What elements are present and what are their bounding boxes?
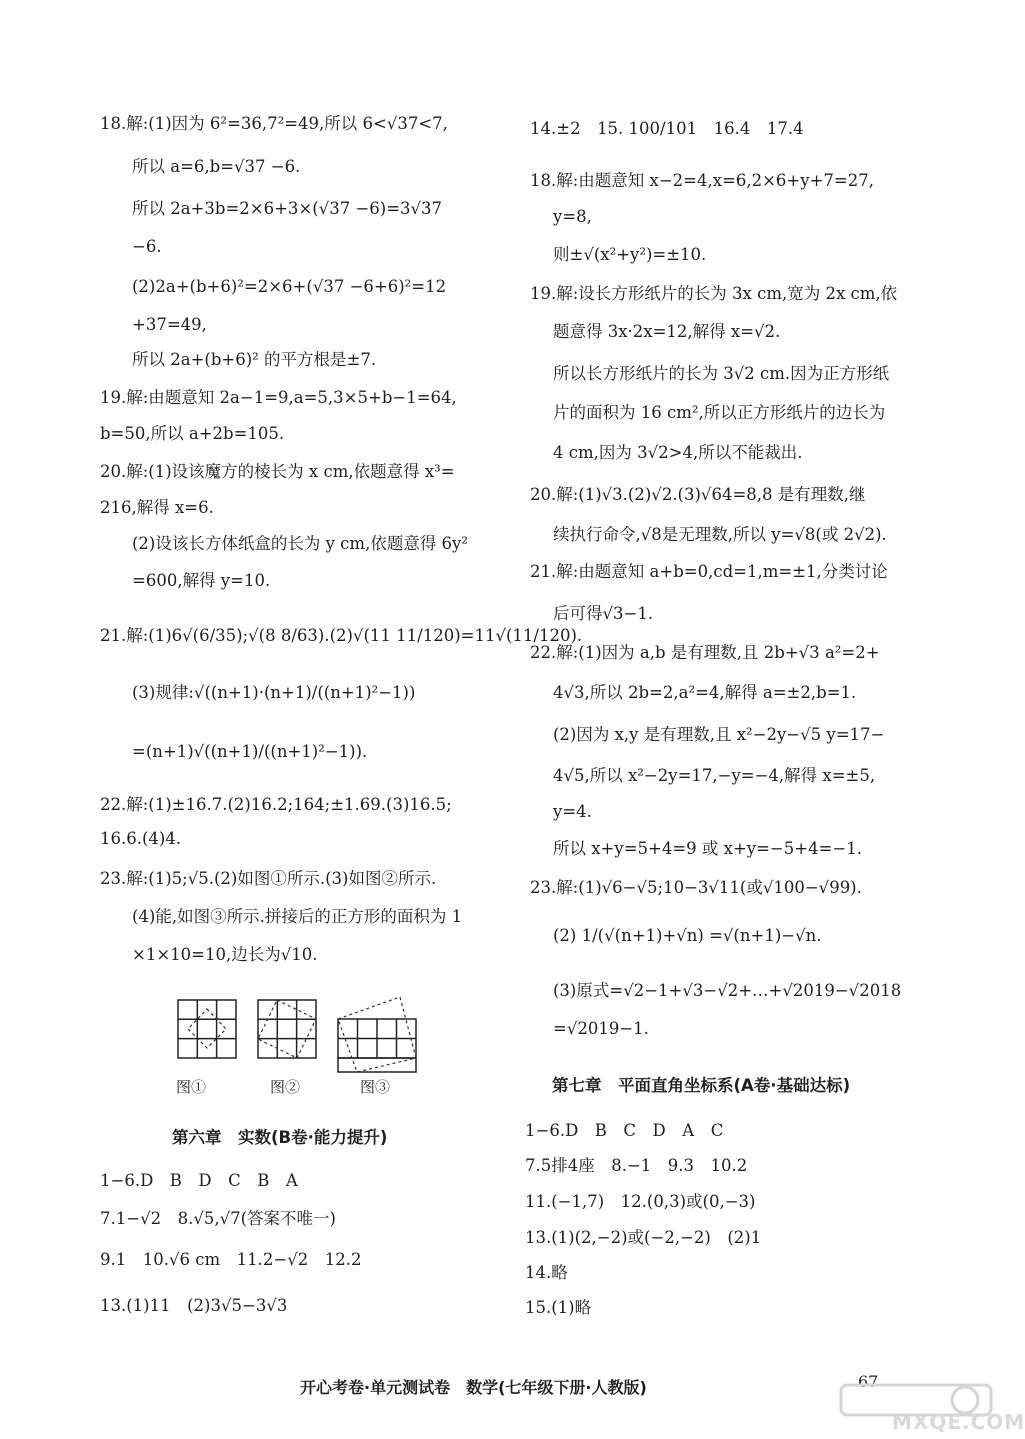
answer-line: 22.解:(1)因为 a,b 是有理数,且 2b+√3 a²=2+ — [530, 643, 880, 662]
answer-line: 4√3,所以 2b=2,a²=4,解得 a=±2,b=1. — [553, 683, 857, 702]
answer-line: (2)设该长方体纸盒的长为 y cm,依题意得 6y² — [132, 534, 468, 553]
answer-line: 23.解:(1)5;√5.(2)如图①所示.(3)如图②所示. — [100, 869, 437, 888]
answer-line: 4 cm,因为 3√2>4,所以不能裁出. — [553, 443, 803, 462]
answer-line: 片的面积为 16 cm²,所以正方形纸片的边长为 — [553, 403, 886, 422]
grid-figures — [170, 995, 420, 1115]
answer-line: 13.(1)11 (2)3√5−3√3 — [100, 1296, 288, 1315]
answer-line: =600,解得 y=10. — [132, 571, 271, 590]
answer-line: 23.解:(1)√6−√5;10−3√11(或√100−√99). — [530, 878, 862, 897]
figure-3-grid — [338, 1019, 416, 1072]
page-number: 67 — [858, 1372, 879, 1391]
answer-line: 所以 x+y=5+4=9 或 x+y=−5+4=−1. — [553, 839, 862, 858]
answer-line: (2)因为 x,y 是有理数,且 x²−2y−√5 y=17− — [553, 725, 885, 744]
answer-line: (2)2a+(b+6)²=2×6+(√37 −6+6)²=12 — [132, 277, 447, 296]
answer-line: 所以长方形纸片的长为 3√2 cm.因为正方形纸 — [553, 364, 890, 383]
answer-line: y=8, — [553, 207, 592, 226]
figure-1-square — [188, 1009, 226, 1048]
answer-line: −6. — [132, 237, 162, 256]
answer-line: y=4. — [553, 802, 592, 821]
page-footer: 开心考卷·单元测试卷 数学(七年级下册·人教版) — [300, 1378, 647, 1397]
answer-line: =(n+1)√((n+1)/((n+1)²−1)). — [132, 742, 368, 761]
grid-figures-svg — [170, 995, 420, 1115]
answer-line: 7.5排4座 8.−1 9.3 10.2 — [525, 1156, 748, 1175]
answer-line: 20.解:(1)√3.(2)√2.(3)√64=8,8 是有理数,继 — [530, 485, 866, 504]
answer-line: 1−6.D B D C B A — [100, 1171, 298, 1190]
answer-line: 21.解:由题意知 a+b=0,cd=1,m=±1,分类讨论 — [530, 562, 888, 581]
answer-line: 续执行命令,√8是无理数,所以 y=√8(或 2√2). — [553, 525, 887, 544]
figure-2-grid — [258, 1000, 316, 1058]
answer-line: 216,解得 x=6. — [100, 498, 214, 517]
answer-line: =√2019−1. — [553, 1019, 649, 1038]
answer-line: 11.(−1,7) 12.(0,3)或(0,−3) — [525, 1192, 756, 1211]
answer-line: 后可得√3−1. — [553, 604, 654, 623]
answer-line: 19.解:由题意知 2a−1=9,a=5,3×5+b−1=64, — [100, 388, 457, 407]
answer-line: 则±√(x²+y²)=±10. — [553, 245, 707, 264]
answer-line: 9.1 10.√6 cm 11.2−√2 12.2 — [100, 1250, 362, 1269]
answer-line: 15.(1)略 — [525, 1298, 592, 1317]
answer-line: (2) 1/(√(n+1)+√n) =√(n+1)−√n. — [553, 926, 822, 945]
answer-line: 14.±2 15. 100/101 16.4 17.4 — [530, 119, 804, 138]
answer-line: 16.6.(4)4. — [100, 829, 182, 848]
figure-label-2: 图② — [270, 1078, 301, 1096]
answer-line: 4√5,所以 x²−2y=17,−y=−4,解得 x=±5, — [553, 766, 876, 785]
answer-line: 题意得 3x·2x=12,解得 x=√2. — [553, 322, 781, 341]
answer-line: +37=49, — [132, 315, 207, 334]
answer-line: 所以 a=6,b=√37 −6. — [132, 157, 301, 176]
answer-line: 20.解:(1)设该魔方的棱长为 x cm,依题意得 x³= — [100, 462, 455, 481]
figure-label-3: 图③ — [360, 1078, 391, 1096]
answer-line: ×1×10=10,边长为√10. — [132, 945, 318, 964]
answer-line: 所以 2a+(b+6)² 的平方根是±7. — [132, 350, 377, 369]
answer-line: 21.解:(1)6√(6/35);√(8 8/63).(2)√(11 11/120)=11√(11/120). — [100, 626, 583, 645]
answer-line: b=50,所以 a+2b=105. — [100, 424, 285, 443]
answer-line: 1−6.D B C D A C — [525, 1121, 724, 1140]
answer-line: (3)原式=√2−1+√3−√2+…+√2019−√2018 — [553, 981, 902, 1000]
watermark-text: MXQE.COM — [892, 1410, 1025, 1434]
answer-line: 18.解:由题意知 x−2=4,x=6,2×6+y+7=27, — [530, 171, 874, 190]
answer-line: (4)能,如图③所示.拼接后的正方形的面积为 1 — [132, 907, 463, 926]
answer-line: 19.解:设长方形纸片的长为 3x cm,宽为 2x cm,依 — [530, 284, 898, 303]
chapter-6-heading: 第六章 实数(B卷·能力提升) — [172, 1128, 388, 1147]
chapter-7-heading: 第七章 平面直角坐标系(A卷·基础达标) — [552, 1076, 851, 1095]
figure-label-1: 图① — [176, 1078, 207, 1096]
answer-line: (3)规律:√((n+1)·(n+1)/((n+1)²−1)) — [132, 683, 416, 702]
answer-line: 所以 2a+3b=2×6+3×(√37 −6)=3√37 — [132, 199, 443, 218]
answer-line: 18.解:(1)因为 6²=36,7²=49,所以 6<√37<7, — [100, 114, 448, 133]
answer-line: 13.(1)(2,−2)或(−2,−2) (2)1 — [525, 1228, 762, 1247]
answer-line: 14.略 — [525, 1263, 568, 1282]
figure-2-square — [258, 1000, 316, 1058]
answer-line: 7.1−√2 8.√5,√7(答案不唯一) — [100, 1209, 336, 1228]
answer-line: 22.解:(1)±16.7.(2)16.2;164;±1.69.(3)16.5; — [100, 795, 452, 814]
